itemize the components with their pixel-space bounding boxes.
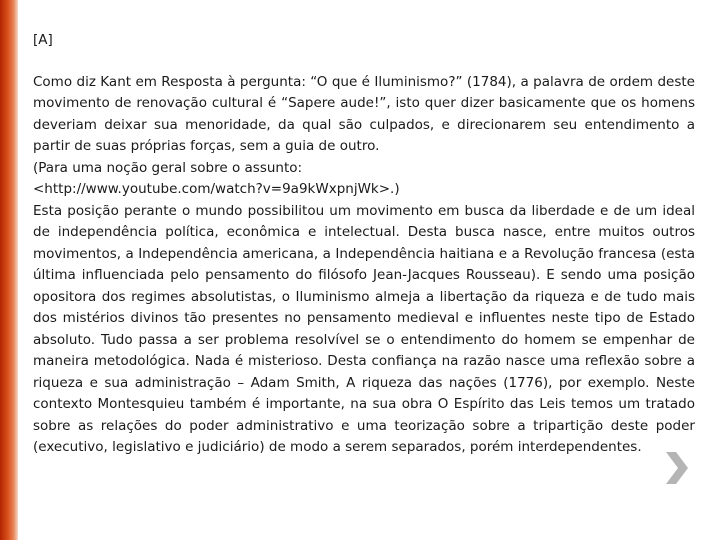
chevron-right-icon-graphic xyxy=(660,448,692,488)
accent-sidebar-bar xyxy=(0,0,18,540)
paragraph-enlightenment-consequences: Esta posição perante o mundo possibilitou um movimento em busca da liberdade e de um ideal de independência política, econômica e intelectual. Desta busca nasce, entre muitos outros movimentos, a Independência americana, a Independência haitiana e a Revolução francesa (esta última influenciada pelo pensamento do filósofo Jean-Jacques Rousseau). E sendo uma posição opositora dos regimes absolutistas, o Iluminismo almeja a libertação da riqueza e de tudo mais dos mistérios divinos tão presentes no pensamento medieval e influentes neste tipo de Estado absoluto. Tudo passa a ser problema resolvível se o entendimento do homem se empenhar de maneira metodológica. Nada é misterioso. Desta confiança na razão nasce uma reflexão sobre a riqueza e sua administração – Adam Smith, A riqueza das nações (1776), por exemplo. Neste contexto Montesquieu também é importante, na sua obra O Espírito das Leis temos um tratado sobre as relações do poder administrativo e uma teorização sobre a tripartição deste poder (executivo, legislativo e judiciário) de modo a serem separados, porém interdependentes. xyxy=(33,202,695,455)
slide-content xyxy=(33,30,695,459)
slide-body-text xyxy=(33,72,695,459)
chevron-right-icon[interactable] xyxy=(660,448,692,488)
reference-link: <http://www.youtube.com/watch?v=9a9kWxpnjWk>.) xyxy=(33,181,400,197)
paragraph-kant-quote: Como diz Kant em Resposta à pergunta: “O que é Iluminismo?” (1784), a palavra de ordem deste movimento de renovação cultural é “Sapere aude!”, isto quer dizer basicamente que os homens deveriam deixar sua menoridade, da qual são culpados, e direcionarem seu entendimento a partir de suas próprias forças, sem a guia de outro. xyxy=(33,73,695,154)
slide-label: [A] xyxy=(33,32,53,48)
paragraph-reference-intro: (Para uma noção geral sobre o assunto: xyxy=(33,159,303,176)
